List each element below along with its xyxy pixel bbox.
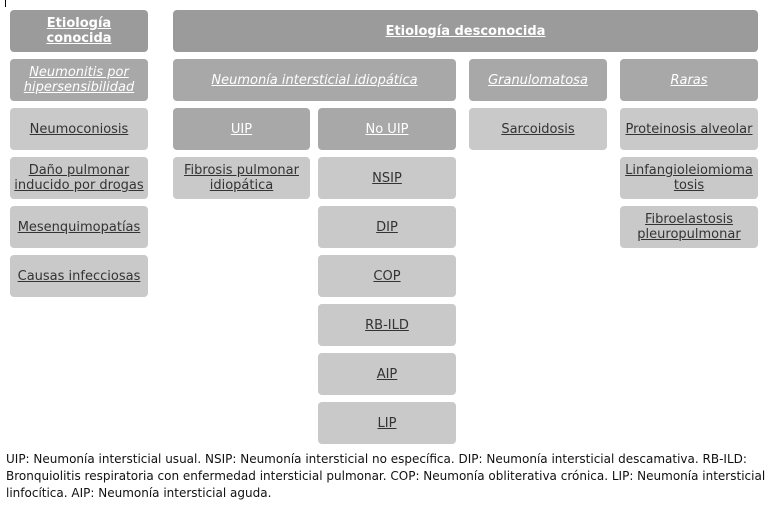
node-granulomatous[interactable] (469, 59, 607, 101)
node-no-uip-item[interactable] (318, 304, 456, 346)
node-no-uip-item[interactable] (318, 255, 456, 297)
footnote: UIP: Neumonía intersticial usual. NSIP: Neumonía intersticial no específica. DIP: Neumonía intersticial descamativa. RB-ILD: Bronquiolitis respiratoria con enfermedad intersticial pulmonar. COP: Neumonía obliterativa crónica. LIP: Neumonía intersticial linfocítica. AIP: Neumonía intersticial aguda. (6, 452, 766, 500)
node-no-uip-item-label: COP (373, 268, 401, 284)
node-ipf-label: Fibrosis pulmonar idiopática (184, 163, 299, 193)
node-known-item[interactable] (10, 255, 148, 297)
header-unknown-label: Etiología desconocida (385, 23, 546, 39)
node-known-item-label: Causas infecciosas (17, 268, 141, 284)
node-rare-item-label: Linfangioleiomiomatosis (625, 163, 753, 193)
node-no-uip-item-label: AIP (376, 366, 398, 382)
node-rare-item[interactable] (620, 206, 758, 248)
corner-mark (5, 0, 6, 7)
node-no-uip-item-label: DIP (376, 219, 398, 235)
node-ipf[interactable] (173, 157, 310, 199)
node-granulomatous-item[interactable] (469, 108, 607, 150)
node-rare-item[interactable] (620, 157, 758, 199)
node-rare-label: Raras (670, 72, 708, 88)
node-known-item[interactable] (10, 108, 148, 150)
node-hypersensitivity-label: Neumonitis por hipersensibilidad (23, 65, 135, 95)
node-rare-item[interactable] (620, 108, 758, 150)
node-no-uip[interactable] (318, 108, 456, 150)
node-known-item[interactable] (10, 206, 148, 248)
node-rare-item-label: Proteinosis alveolar (625, 121, 753, 137)
node-idiopathic-label: Neumonía intersticial idiopática (211, 72, 418, 88)
node-granulomatous-item-label: Sarcoidosis (501, 121, 575, 137)
node-uip[interactable] (173, 108, 310, 150)
node-no-uip-item[interactable] (318, 157, 456, 199)
node-no-uip-item-label: LIP (377, 415, 397, 431)
node-no-uip-label: No UIP (365, 121, 409, 137)
node-no-uip-item[interactable] (318, 353, 456, 395)
node-known-item-label: Neumoconiosis (29, 121, 129, 137)
node-uip-label: UIP (230, 121, 253, 137)
node-no-uip-item-label: RB-ILD (365, 317, 409, 333)
node-known-item-label: Mesenquimopatías (17, 219, 141, 235)
node-known-item[interactable] (10, 157, 148, 199)
node-rare-item-label: Fibroelastosis pleuropulmonar (637, 212, 741, 242)
node-rare[interactable] (620, 59, 758, 101)
header-known-label: Etiología conocida (46, 16, 112, 46)
node-no-uip-item[interactable] (318, 206, 456, 248)
node-known-item-label: Daño pulmonar inducido por drogas (14, 163, 144, 193)
header-unknown-etiology[interactable] (173, 10, 758, 52)
header-known-etiology[interactable] (10, 10, 148, 52)
node-no-uip-item[interactable] (318, 402, 456, 444)
node-no-uip-item-label: NSIP (372, 170, 402, 186)
node-granulomatous-label: Granulomatosa (488, 72, 588, 88)
node-hypersensitivity-pneumonitis[interactable] (10, 59, 148, 101)
node-idiopathic-interstitial-pneumonia[interactable] (173, 59, 456, 101)
